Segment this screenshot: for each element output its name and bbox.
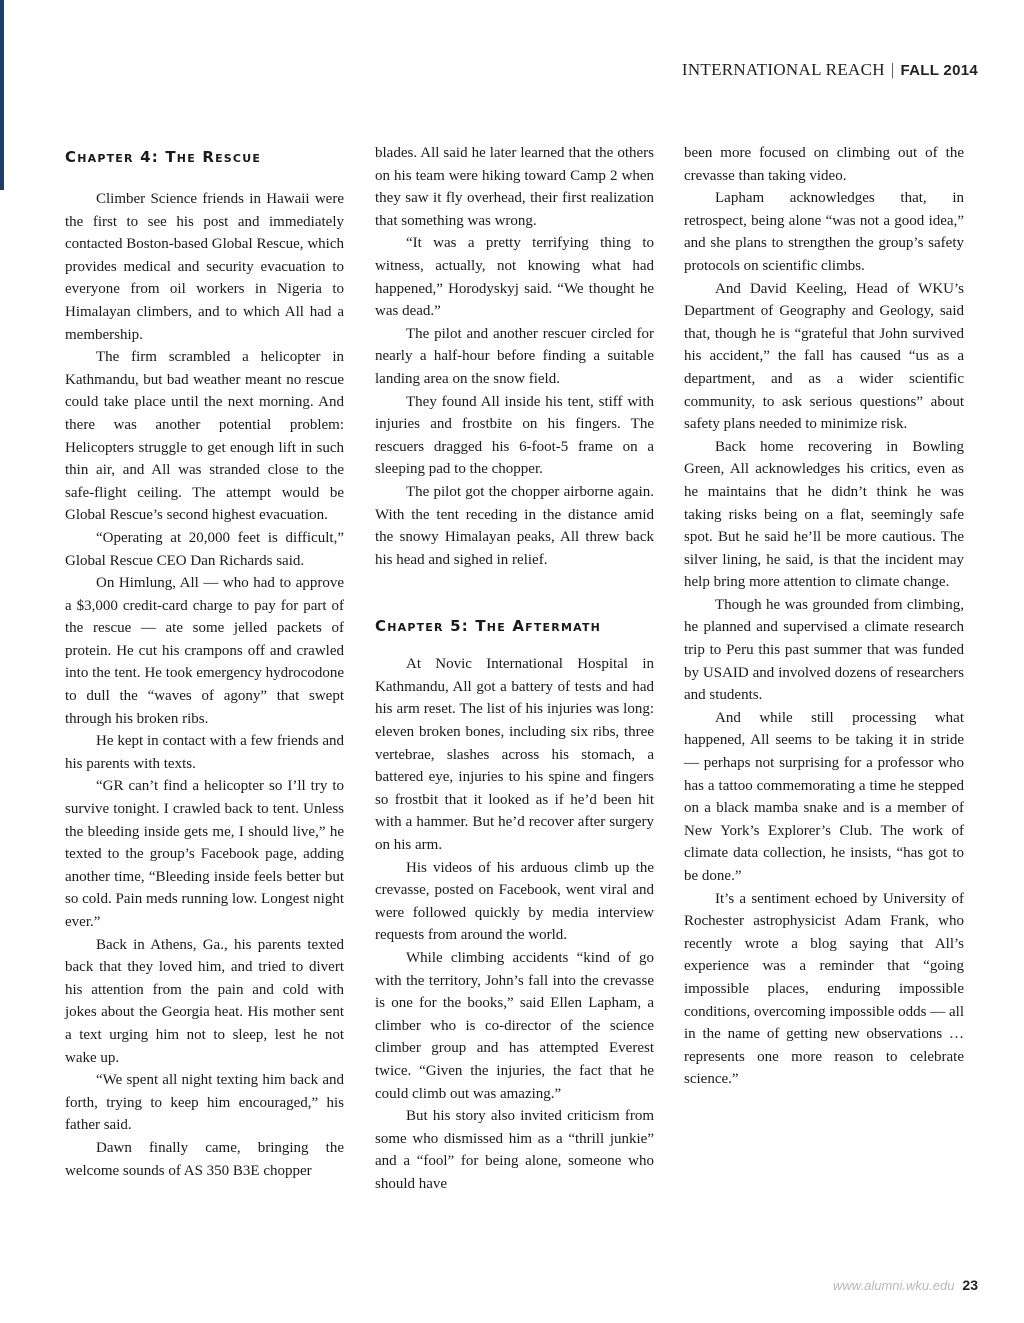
publication-name: INTERNATIONAL REACH bbox=[681, 60, 885, 79]
paragraph: On Himlung, All — who had to approve a $3,000 credit-card charge to pay for part of the rescue — ate some jelled packets of protein. He cut his crampons off and crawled into the tent. He took emergency hydrocodone to dull the “waves of agony” that swept through his broken ribs. bbox=[65, 575, 344, 727]
page-footer bbox=[833, 1277, 978, 1295]
article-column-1 bbox=[65, 142, 344, 1182]
paragraph: His videos of his arduous climb up the crevasse, posted on Facebook, went viral and were followed quickly by media interview requests from around the world. bbox=[375, 859, 654, 944]
paragraph: Back in Athens, Ga., his parents texted back that they loved him, and tried to divert his attention from the pain and cold with jokes about the Georgia heat. His mother sent a text urging him not to sleep, lest he not wake up. bbox=[65, 936, 344, 1066]
article-column-3 bbox=[684, 142, 964, 1091]
paragraph: Lapham acknowledges that, in retrospect, being alone “was not a good idea,” and she plans to strengthen the group’s safety protocols on scientific climbs. bbox=[684, 190, 964, 274]
paragraph: The pilot got the chopper airborne again. With the tent receding in the distance amid the snowy Himalayan peaks, All threw back his head and sighed in relief. bbox=[375, 483, 654, 568]
paragraph: But his story also invited criticism from some who dismissed him as a “thrill junkie” and a “fool” for being alone, someone who should have bbox=[375, 1108, 654, 1192]
paragraph: Though he was grounded from climbing, he planned and supervised a climate research trip to Peru this past summer that was funded by USAID and involved dozens of researchers and students. bbox=[684, 596, 964, 704]
paragraph: The firm scrambled a helicopter in Kathmandu, but bad weather meant no rescue could take place until the next morning. And there was another potential problem: Helicopters struggle to get enough lift in such thin air, and All was stranded close to the safe-flight ceiling. The attempt would be Global Rescue’s second highest evacuation. bbox=[65, 349, 344, 524]
paragraph: And David Keeling, Head of WKU’s Department of Geography and Geology, said that, though he is “grateful that John survived his accident,” the fall has caused “us as a department, and as a wider scientific community, to ask serious questions” about safety plans needed to minimize risk. bbox=[684, 280, 964, 433]
paragraph: “It was a pretty terrifying thing to witness, actually, not knowing what had happened,” Horodyskyj said. “We thought he was dead.” bbox=[375, 235, 654, 320]
paragraph: “We spent all night texting him back and forth, trying to keep him encouraged,” his father said. bbox=[65, 1072, 344, 1134]
footer-url: www.alumni.wku.edu bbox=[833, 1278, 955, 1293]
page-number: 23 bbox=[962, 1277, 978, 1293]
paragraph: Dawn finally came, bringing the welcome sounds of AS 350 B3E chopper bbox=[65, 1139, 344, 1179]
paragraph: He kept in contact with a few friends and his parents with texts. bbox=[65, 733, 344, 772]
page-edge-bar bbox=[0, 0, 4, 190]
paragraph: It’s a sentiment echoed by University of Rochester astrophysicist Adam Frank, who recently wrote a blog saying that All’s experience was a reminder that “going impossible places, enduring impossible conditions, overcoming impossible odds — all in the name of getting new observations … represents one more reason to celebrate science.” bbox=[684, 890, 964, 1088]
issue-label: FALL 2014 bbox=[900, 62, 978, 79]
chapter-heading: Chapter 5: The Aftermath bbox=[375, 617, 602, 636]
paragraph: Back home recovering in Bowling Green, All acknowledges his critics, even as he maintains that he didn’t think he was taking risks being on a flat, seemingly safe spot. But he said he’ll be more cautious. The silver lining, he said, is that the incident may help bring more attention to climate change. bbox=[684, 438, 964, 591]
paragraph: “GR can’t find a helicopter so I’ll try to survive tonight. I crawled back to tent. Unless the bleeding inside gets me, I should live,” he texted to the group’s Facebook page, adding another time, “Bleeding inside feels better but so cold. Pain meds running low. Longest night ever.” bbox=[65, 778, 344, 930]
paragraph: The pilot and another rescuer circled for nearly a half-hour before finding a suitable landing area on the snow field. bbox=[375, 325, 654, 387]
paragraph: been more focused on climbing out of the crevasse than taking video. bbox=[684, 145, 964, 184]
paragraph: At Novic International Hospital in Kathmandu, All got a battery of tests and had his arm reset. The list of his injuries was long: eleven broken bones, including six ribs, three vertebrae, slashes across his stomach, a battered eye, injuries to his spine and fingers so frostbit that it looked as if he’d been hit with a hammer. But he’d recover after surgery on his arm. bbox=[375, 656, 654, 854]
article-column-2 bbox=[375, 142, 654, 1196]
paragraph: Climber Science friends in Hawaii were the first to see his post and immediately contacted Boston-based Global Rescue, which provides medical and security evacuation to everyone from oil workers in Nigeria to Himalayan climbers, and to which All had a membership. bbox=[65, 191, 344, 343]
paragraph: blades. All said he later learned that the others on his team were hiking toward Camp 2 when they saw it fly overhead, their first realization that something was wrong. bbox=[375, 145, 654, 229]
running-header bbox=[682, 60, 978, 80]
header-separator: | bbox=[890, 60, 895, 79]
paragraph: They found All inside his tent, stiff with injuries and frostbite on his fingers. The rescuers dragged his 6-foot-5 frame on a sleeping pad to the chopper. bbox=[375, 393, 654, 478]
paragraph: “Operating at 20,000 feet is difficult,” Global Rescue CEO Dan Richards said. bbox=[65, 529, 344, 569]
paragraph: While climbing accidents “kind of go with the territory, John’s fall into the crevasse is one for the books,” said Ellen Lapham, a climber who is co-director of the science climber group and has attempted Everest twice. “Given the injuries, the fact that he could climb out was amazing.” bbox=[375, 950, 654, 1102]
chapter-heading: Chapter 4: The Rescue bbox=[65, 148, 262, 166]
paragraph: And while still processing what happened, All seems to be taking it in stride — perhaps not surprising for a professor who has a tattoo commemorating a time he stepped on a black mamba snake and is a member of New York’s Explorer’s Club. The work of climate data collection, he insists, “has got to be done.” bbox=[684, 709, 964, 884]
